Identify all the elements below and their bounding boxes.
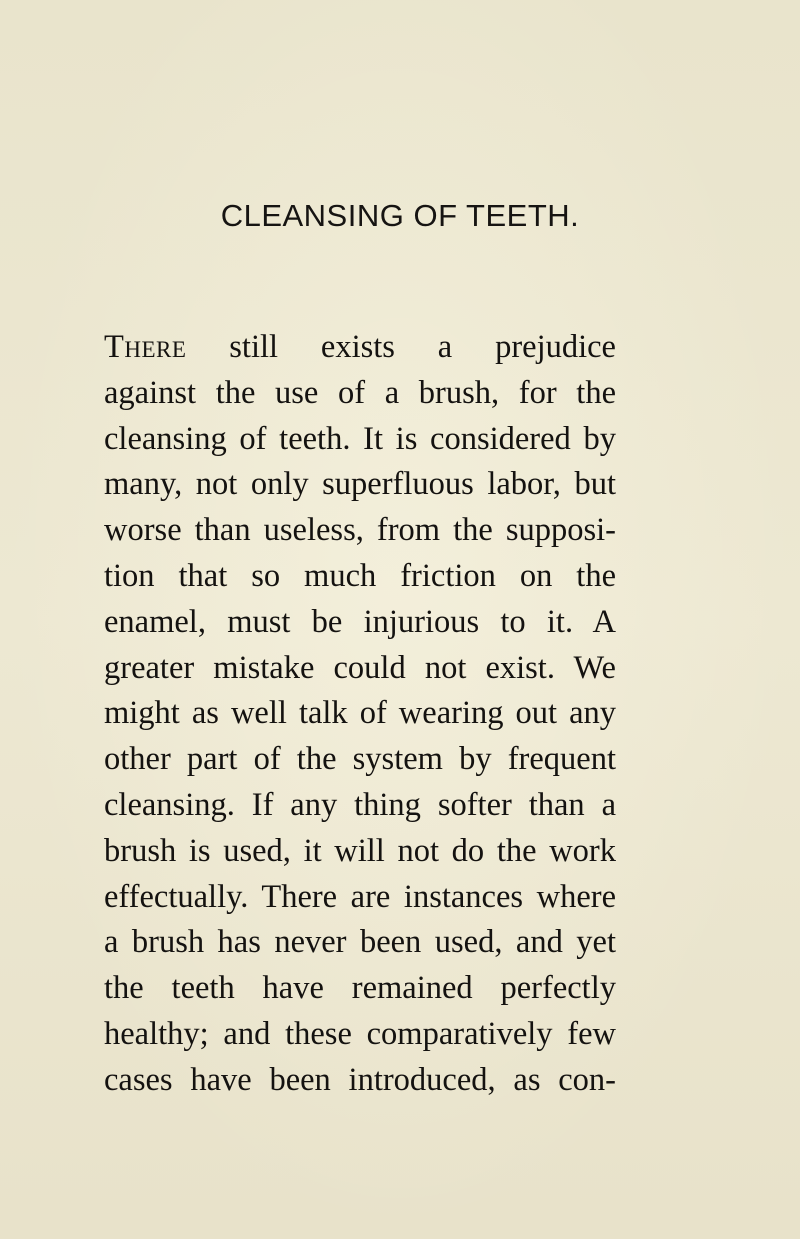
text-line-13: effectually. There are instances where [104, 878, 616, 915]
text-line-1-rest: still exists a prejudice [186, 329, 616, 365]
text-line-7: enamel, must be injurious to it. A [104, 603, 616, 640]
text-line-9: might as well talk of wearing out any [104, 695, 616, 732]
text-line-16: healthy; and these comparatively few [104, 1015, 616, 1052]
chapter-heading: CLEANSING OF TEETH. [220, 198, 580, 233]
paragraph [104, 325, 616, 1104]
text-line-14: a brush has never been used, and yet [104, 924, 616, 961]
text-line-15: the teeth have remained perfectly [104, 970, 616, 1007]
text-line-8: greater mistake could not exist. We [104, 649, 616, 686]
text-line-10: other part of the system by frequent [104, 741, 616, 778]
lead-word: There [104, 329, 187, 365]
text-line-17: cases have been introduced, as con- [104, 1061, 616, 1098]
text-line-6: tion that so much friction on the [104, 557, 616, 594]
text-line-5: worse than useless, from the supposi- [104, 512, 616, 549]
text-line-11: cleansing. If any thing softer than a [104, 786, 616, 823]
text-line-3: cleansing of teeth. It is considered by [104, 420, 616, 457]
text-line-12: brush is used, it will not do the work [104, 832, 616, 869]
text-line-2: against the use of a brush, for the [104, 374, 616, 411]
text-line-1 [104, 325, 616, 371]
text-line-4: many, not only superfluous labor, but [104, 466, 616, 503]
